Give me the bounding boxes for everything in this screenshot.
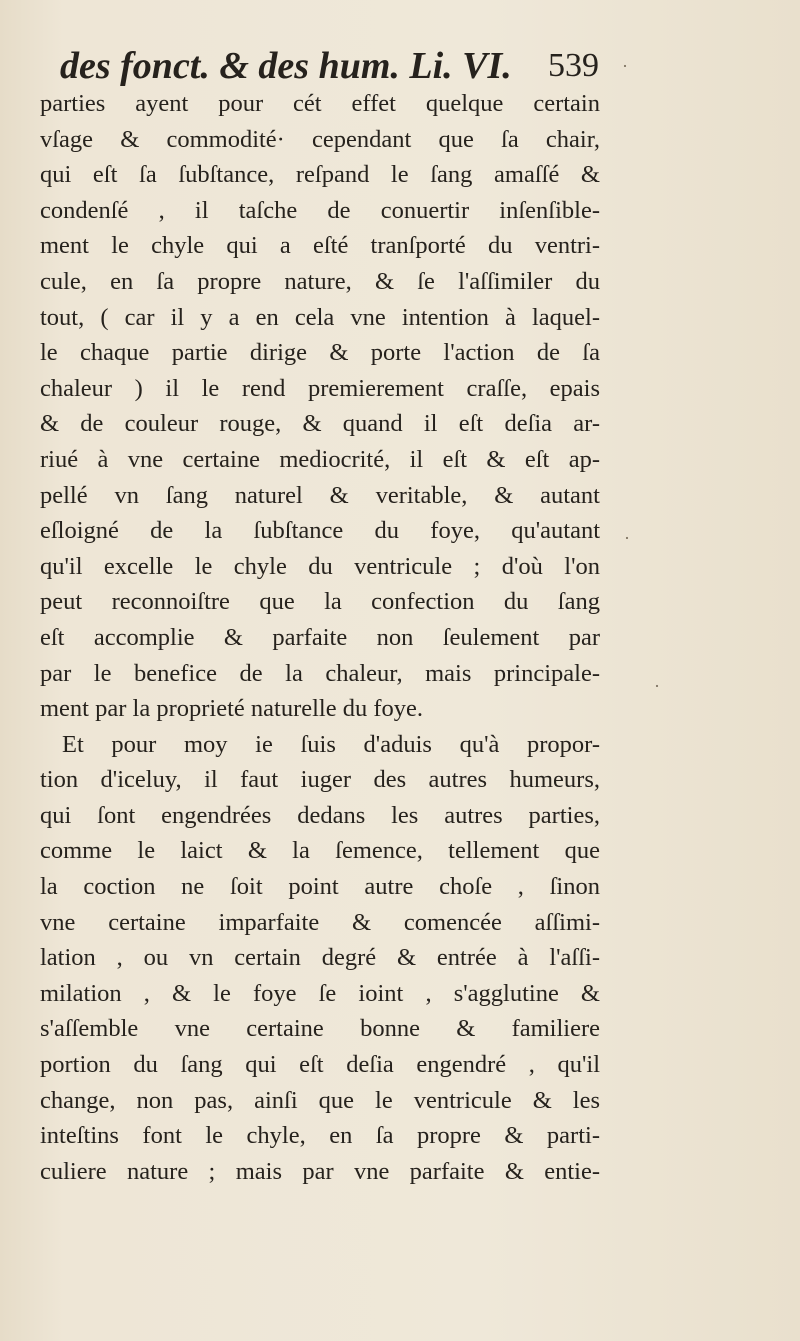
body-text [40,86,600,1189]
text-line: culiere nature ; mais par vne parfaite & entie- [40,1157,600,1185]
text-line: condenſé , il taſche de conuertir inſenſible- [40,196,600,224]
text-line: eſloigné de la ſubſtance du foye, qu'autant [40,517,600,545]
text-line: riué à vne certaine mediocrité, il eſt & eſt ap- [40,445,600,473]
text-line: par le benefice de la chaleur, mais principale- [40,659,600,687]
text-line: vne certaine imparfaite & comencée aſſimi- [40,908,600,936]
text-line: eſt accomplie & parfaite non ſeulement par [40,623,600,651]
text-line: lation , ou vn certain degré & entrée à l'aſſi- [40,944,600,972]
text-line: le chaque partie dirige & porte l'action de ſa [40,339,600,367]
text-line: change, non pas, ainſi que le ventricule & les [40,1086,600,1114]
text-line: s'aſſemble vne certaine bonne & familiere [40,1015,600,1043]
text-line: tout, ( car il y a en cela vne intention à laquel- [40,303,600,331]
text-line: parties ayent pour cét effet quelque certain [40,90,600,117]
margin-speck: · [624,528,630,548]
paragraph-start-line: Et pour moy ie ſuis d'aduis qu'à propor- [62,730,600,758]
text-line: ment par la proprieté naturelle du foye. [40,695,423,723]
text-line: tion d'iceluy, il faut iuger des autres humeurs, [40,766,600,794]
margin-speck: · [622,56,628,76]
text-line: milation , & le foye ſe ioint , s'agglutine & [40,979,600,1007]
text-line: chaleur ) il le rend premierement craſſe, epais [40,374,600,402]
text-line: cule, en ſa propre nature, & ſe l'aſſimiler du [40,267,600,295]
text-line: comme le laict & la ſemence, tellement que [40,837,600,865]
text-line: qui eſt ſa ſubſtance, reſpand le ſang amaſſé & [40,161,600,189]
text-line: vſage & commodité· cependant que ſa chair, [40,125,600,153]
text-line: la coction ne ſoit point autre choſe , ſinon [40,873,600,901]
text-line: & de couleur rouge, & quand il eſt deſia ar- [40,410,600,438]
text-line: ment le chyle qui a eſté tranſporté du ventri- [40,232,600,260]
text-line: inteſtins font le chyle, en ſa propre & parti- [40,1122,600,1150]
text-line: qui ſont engendrées dedans les autres parties, [40,801,600,829]
text-line: pellé vn ſang naturel & veritable, & autant [40,481,600,509]
page-number: 539 [548,47,599,84]
text-line: peut reconnoiſtre que la confection du ſang [40,588,600,616]
text-line: portion du ſang qui eſt deſia engendré , qu'il [40,1051,600,1079]
margin-speck: · [654,676,660,696]
running-head: des fonct. & des hum. Li. VI. [60,45,512,87]
text-line: qu'il excelle le chyle du ventricule ; d'où l'on [40,552,600,580]
